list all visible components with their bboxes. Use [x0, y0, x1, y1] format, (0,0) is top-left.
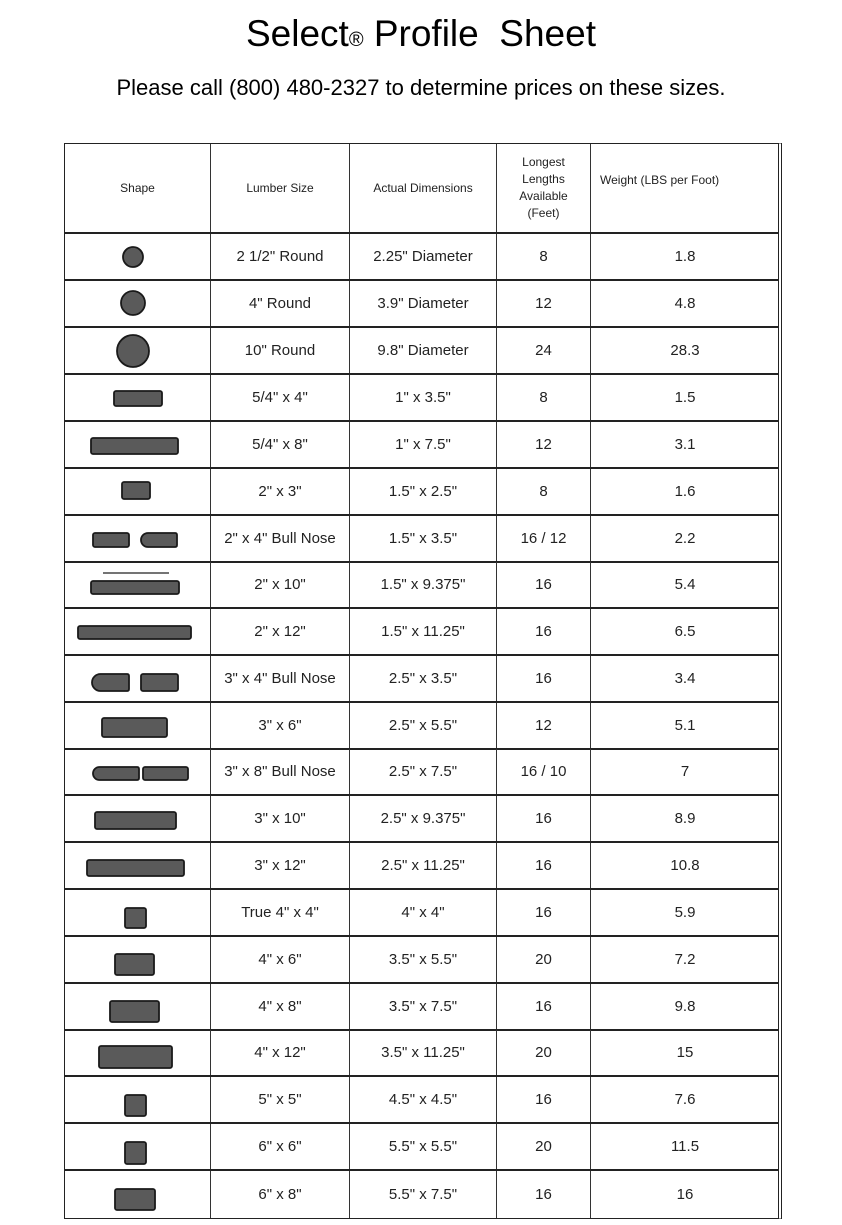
board-icon: [73, 843, 203, 888]
header-longest-lengths: [497, 144, 591, 232]
bull-nose-icon: [73, 749, 203, 794]
shape-cell: [65, 984, 211, 1029]
shape-cell: [65, 796, 211, 841]
lumber-size-cell: 6" x 6": [211, 1124, 350, 1169]
lumber-size-cell: 4" x 8": [211, 984, 350, 1029]
board-icon: [73, 890, 203, 935]
longest-length-cell: 12: [497, 703, 591, 748]
header-weight: Weight (LBS per Foot): [600, 173, 720, 187]
longest-length-cell: 20: [497, 937, 591, 982]
board-icon: [73, 796, 203, 841]
shape-cell: [65, 469, 211, 514]
actual-dimensions-cell: 2.25" Diameter: [350, 234, 497, 279]
weight-cell: 1.5: [674, 389, 696, 406]
board-icon: [73, 422, 203, 467]
shape-cell: [65, 843, 211, 888]
weight-cell: 2.2: [674, 530, 696, 547]
actual-dimensions-cell: 4.5" x 4.5": [350, 1077, 497, 1122]
bull-nose-icon: [73, 656, 203, 701]
shape-cell: [65, 1077, 211, 1122]
actual-dimensions-cell: 3.5" x 11.25": [350, 1030, 497, 1075]
shape-cell: [65, 749, 211, 794]
shape-cell: [65, 1030, 211, 1075]
header-lumber-size: Lumber Size: [211, 144, 350, 232]
board-icon: [73, 469, 203, 514]
lumber-size-cell: True 4" x 4": [211, 890, 350, 935]
table-row: [65, 469, 778, 516]
profile-table: [64, 143, 782, 1219]
longest-length-cell: 16 / 10: [497, 749, 591, 794]
longest-length-cell: 16: [497, 796, 591, 841]
shape-cell: [65, 656, 211, 701]
weight-cell: 7.2: [674, 951, 696, 968]
header-available-line: Available: [519, 189, 568, 203]
board-icon: [73, 1172, 203, 1217]
lumber-size-cell: 3" x 4" Bull Nose: [211, 656, 350, 701]
header-actual-dimensions: Actual Dimensions: [350, 144, 497, 232]
shape-cell: [65, 234, 211, 279]
weight-cell: 10.8: [670, 857, 700, 874]
longest-length-cell: 20: [497, 1124, 591, 1169]
round-medium-icon: [73, 281, 203, 326]
weight-cell: 5.4: [674, 576, 696, 593]
longest-length-cell: 16: [497, 656, 591, 701]
shape-cell: [65, 375, 211, 420]
actual-dimensions-cell: 1" x 3.5": [350, 375, 497, 420]
actual-dimensions-cell: 5.5" x 7.5": [350, 1171, 497, 1218]
actual-dimensions-cell: 3.5" x 7.5": [350, 984, 497, 1029]
actual-dimensions-cell: 2.5" x 5.5": [350, 703, 497, 748]
weight-cell: 11.5: [670, 1138, 700, 1155]
lumber-size-cell: 2 1/2" Round: [211, 234, 350, 279]
lumber-size-cell: 2" x 12": [211, 609, 350, 654]
board-icon: [73, 1077, 203, 1122]
table-row: [65, 937, 778, 984]
header-shape: Shape: [65, 144, 211, 232]
actual-dimensions-cell: 3.5" x 5.5": [350, 937, 497, 982]
longest-length-cell: 8: [497, 375, 591, 420]
weight-cell: 5.1: [674, 717, 696, 734]
table-row: [65, 375, 778, 422]
round-large-icon: [73, 328, 203, 373]
lumber-size-cell: 5/4" x 8": [211, 422, 350, 467]
actual-dimensions-cell: 2.5" x 11.25": [350, 843, 497, 888]
longest-length-cell: 20: [497, 1030, 591, 1075]
table-row: [65, 609, 778, 656]
table-row: [65, 422, 778, 469]
lumber-size-cell: 10" Round: [211, 328, 350, 373]
weight-cell: 16: [676, 1186, 694, 1203]
table-row: [65, 656, 778, 703]
lumber-size-cell: 2" x 4" Bull Nose: [211, 516, 350, 561]
shape-cell: [65, 1124, 211, 1169]
table-header-row: [65, 144, 778, 234]
board-icon: [73, 984, 203, 1029]
lumber-size-cell: 3" x 12": [211, 843, 350, 888]
table-row: [65, 1030, 778, 1077]
table-row: [65, 984, 778, 1031]
weight-cell: 1.6: [674, 483, 696, 500]
actual-dimensions-cell: 1.5" x 3.5": [350, 516, 497, 561]
weight-cell: 5.9: [674, 904, 696, 921]
actual-dimensions-cell: 2.5" x 3.5": [350, 656, 497, 701]
weight-cell: 3.1: [674, 436, 696, 453]
weight-cell: 1.8: [674, 248, 696, 265]
weight-cell: 8.9: [674, 810, 696, 827]
table-row: [65, 703, 778, 750]
shape-cell: [65, 890, 211, 935]
longest-length-cell: 16: [497, 843, 591, 888]
table-row: [65, 749, 778, 796]
round-small-icon: [73, 234, 203, 279]
weight-cell: 7: [680, 763, 690, 780]
lumber-size-cell: 5/4" x 4": [211, 375, 350, 420]
weight-cell: 28.3: [670, 342, 700, 359]
table-row: [65, 562, 778, 609]
board-icon: [73, 1030, 203, 1075]
actual-dimensions-cell: 9.8" Diameter: [350, 328, 497, 373]
longest-length-cell: 16: [497, 1171, 591, 1218]
table-row: [65, 843, 778, 890]
table-row: [65, 796, 778, 843]
longest-length-cell: 16: [497, 562, 591, 607]
lumber-size-cell: 3" x 10": [211, 796, 350, 841]
longest-length-cell: 8: [497, 234, 591, 279]
header-lengths-line: Lengths: [522, 172, 565, 186]
longest-length-cell: 12: [497, 281, 591, 326]
weight-cell: 15: [676, 1044, 694, 1061]
lumber-size-cell: 4" Round: [211, 281, 350, 326]
shape-cell: [65, 328, 211, 373]
shape-cell: [65, 609, 211, 654]
lumber-size-cell: 3" x 6": [211, 703, 350, 748]
actual-dimensions-cell: 1.5" x 9.375": [350, 562, 497, 607]
lumber-size-cell: 2" x 10": [211, 562, 350, 607]
table-row: [65, 1171, 778, 1218]
longest-length-cell: 16: [497, 609, 591, 654]
longest-length-cell: 16 / 12: [497, 516, 591, 561]
page-title: [0, 12, 842, 62]
table-row: [65, 1077, 778, 1124]
actual-dimensions-cell: 1" x 7.5": [350, 422, 497, 467]
board-icon: [73, 375, 203, 420]
board-icon: [73, 609, 203, 654]
shape-cell: [65, 281, 211, 326]
title-main: Select: [245, 13, 349, 54]
table-row: [65, 328, 778, 375]
shape-cell: [65, 1171, 211, 1218]
board-icon: [73, 937, 203, 982]
actual-dimensions-cell: 1.5" x 11.25": [350, 609, 497, 654]
lumber-size-cell: 2" x 3": [211, 469, 350, 514]
actual-dimensions-cell: 2.5" x 7.5": [350, 749, 497, 794]
board-icon: [73, 562, 203, 607]
page-subtitle: Please call (800) 480-2327 to determine prices on these sizes.: [116, 75, 726, 100]
shape-cell: [65, 937, 211, 982]
longest-length-cell: 16: [497, 1077, 591, 1122]
shape-cell: [65, 516, 211, 561]
actual-dimensions-cell: 2.5" x 9.375": [350, 796, 497, 841]
actual-dimensions-cell: 3.9" Diameter: [350, 281, 497, 326]
board-icon: [73, 1124, 203, 1169]
header-longest-line: Longest: [522, 155, 565, 169]
actual-dimensions-cell: 4" x 4": [350, 890, 497, 935]
shape-cell: [65, 422, 211, 467]
title-rest: Profile Sheet: [373, 13, 596, 54]
table-row: [65, 281, 778, 328]
weight-cell: 3.4: [674, 670, 696, 687]
longest-length-cell: 12: [497, 422, 591, 467]
weight-cell: 4.8: [674, 295, 696, 312]
lumber-size-cell: 5" x 5": [211, 1077, 350, 1122]
weight-cell: 7.6: [674, 1091, 696, 1108]
bull-nose-icon: [73, 516, 203, 561]
board-icon: [73, 703, 203, 748]
lumber-size-cell: 6" x 8": [211, 1171, 350, 1218]
lumber-size-cell: 4" x 12": [211, 1030, 350, 1075]
weight-cell: 6.5: [674, 623, 696, 640]
longest-length-cell: 8: [497, 469, 591, 514]
longest-length-cell: 24: [497, 328, 591, 373]
table-row: [65, 234, 778, 281]
actual-dimensions-cell: 5.5" x 5.5": [350, 1124, 497, 1169]
table-row: [65, 890, 778, 937]
shape-cell: [65, 562, 211, 607]
weight-cell: 9.8: [674, 998, 696, 1015]
actual-dimensions-cell: 1.5" x 2.5": [350, 469, 497, 514]
longest-length-cell: 16: [497, 890, 591, 935]
lumber-size-cell: 3" x 8" Bull Nose: [211, 749, 350, 794]
shape-cell: [65, 703, 211, 748]
table-row: [65, 516, 778, 563]
longest-length-cell: 16: [497, 984, 591, 1029]
table-row: [65, 1124, 778, 1171]
lumber-size-cell: 4" x 6": [211, 937, 350, 982]
registered-mark: ®: [348, 29, 364, 51]
header-feet-line: (Feet): [527, 206, 560, 220]
